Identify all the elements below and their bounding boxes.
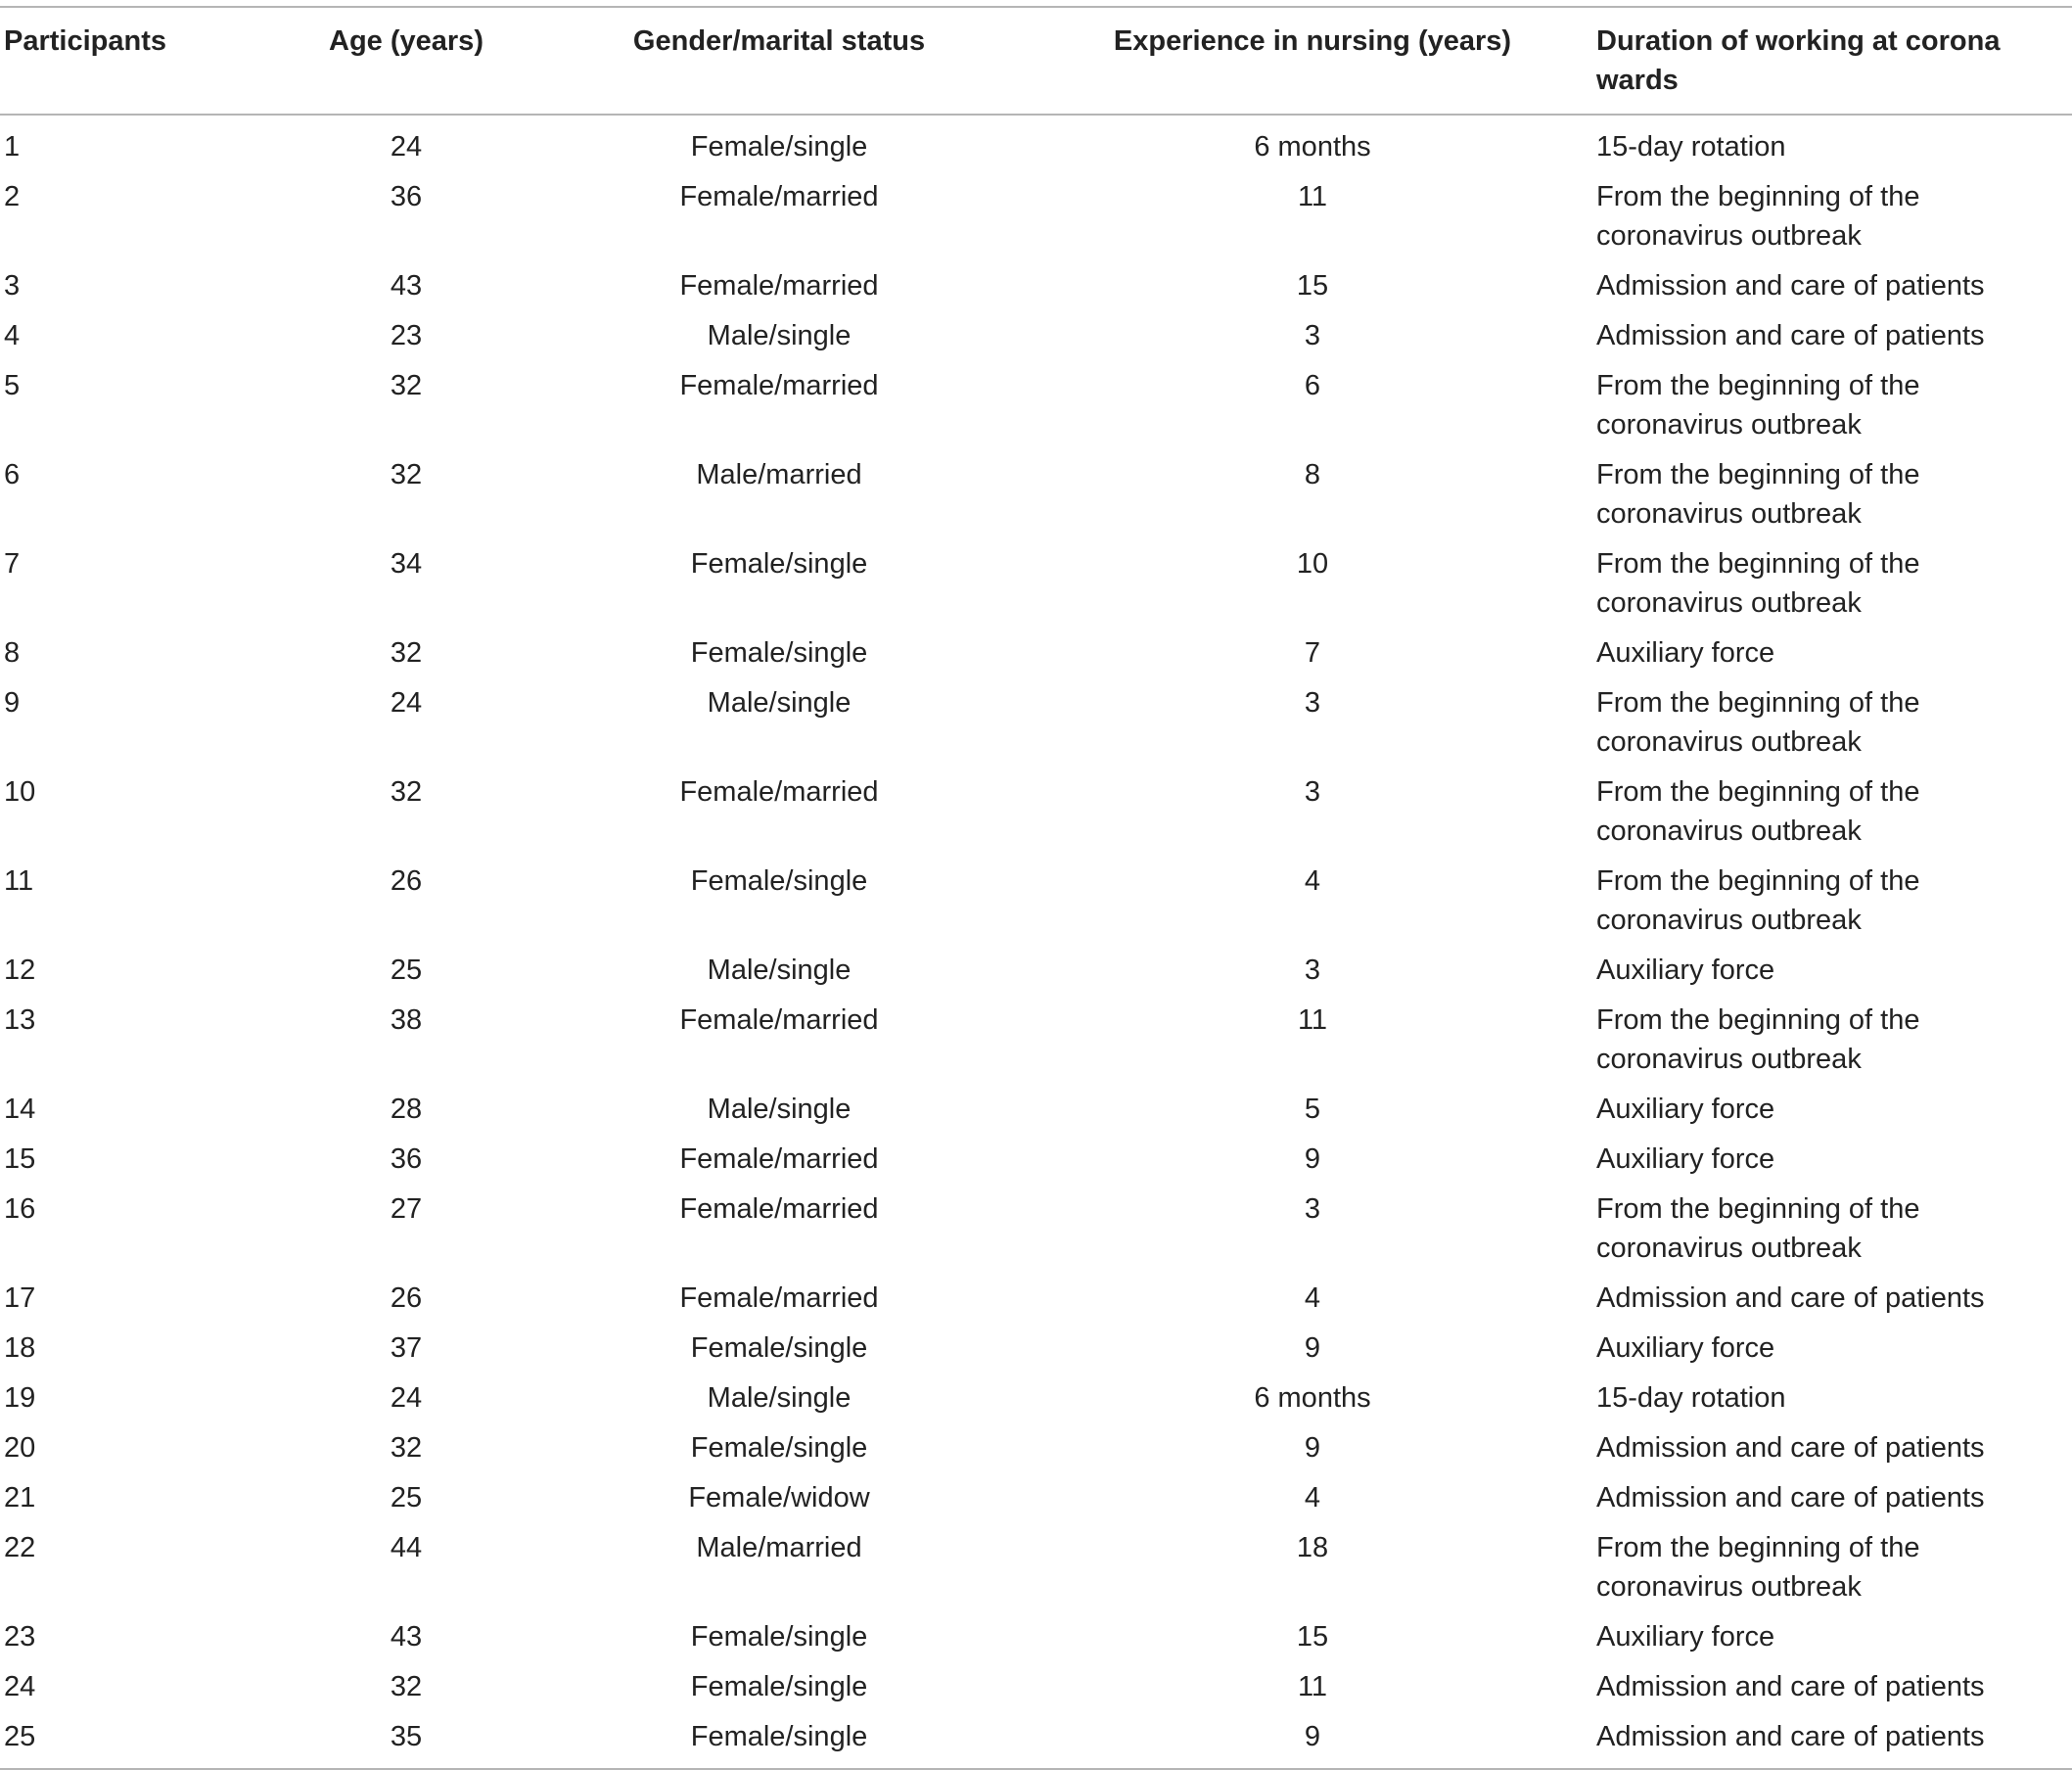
participant-cell: 1 bbox=[4, 131, 21, 163]
age-cell: 26 bbox=[390, 865, 423, 897]
participant-cell: 24 bbox=[4, 1671, 36, 1702]
table-row bbox=[0, 451, 2072, 540]
table-row bbox=[0, 1474, 2072, 1524]
experience-cell: 3 bbox=[1304, 776, 1321, 808]
gender-marital-cell: Female/married bbox=[679, 270, 879, 302]
age-cell: 28 bbox=[390, 1094, 423, 1125]
age-cell: 25 bbox=[390, 955, 423, 986]
duration-cell: From the beginning of the coronavirus outbreak bbox=[1596, 459, 1920, 530]
experience-cell: 15 bbox=[1296, 270, 1329, 302]
age-cell: 43 bbox=[390, 270, 423, 302]
age-cell: 35 bbox=[390, 1721, 423, 1752]
experience-cell: 3 bbox=[1304, 320, 1321, 351]
duration-cell: From the beginning of the coronavirus outbreak bbox=[1596, 776, 1920, 847]
duration-cell: Admission and care of patients bbox=[1596, 1282, 1985, 1314]
gender-marital-cell: Female/single bbox=[690, 637, 868, 669]
gender-marital-cell: Male/single bbox=[707, 1382, 852, 1414]
age-cell: 27 bbox=[390, 1193, 423, 1225]
experience-cell: 9 bbox=[1304, 1721, 1321, 1752]
experience-cell: 4 bbox=[1304, 1282, 1321, 1314]
duration-cell: 15-day rotation bbox=[1596, 131, 1786, 163]
duration-cell: Auxiliary force bbox=[1596, 637, 1775, 669]
table-row bbox=[0, 1424, 2072, 1474]
experience-cell: 11 bbox=[1297, 1671, 1328, 1702]
gender-marital-cell: Male/single bbox=[707, 1094, 852, 1125]
table-row bbox=[0, 769, 2072, 858]
gender-marital-cell: Female/married bbox=[679, 1143, 879, 1175]
gender-marital-cell: Male/married bbox=[696, 459, 862, 490]
age-cell: 43 bbox=[390, 1621, 423, 1653]
participant-cell: 6 bbox=[4, 459, 21, 490]
gender-marital-cell: Female/married bbox=[679, 1004, 879, 1036]
participant-cell: 19 bbox=[4, 1382, 36, 1414]
duration-cell: Admission and care of patients bbox=[1596, 1671, 1985, 1702]
table-row bbox=[0, 997, 2072, 1086]
experience-cell: 3 bbox=[1304, 687, 1321, 719]
header-experience: Experience in nursing (years) bbox=[1113, 25, 1512, 57]
gender-marital-cell: Female/married bbox=[679, 1282, 879, 1314]
duration-cell: From the beginning of the coronavirus outbreak bbox=[1596, 370, 1920, 441]
duration-cell: Auxiliary force bbox=[1596, 1094, 1775, 1125]
gender-marital-cell: Female/widow bbox=[688, 1482, 870, 1514]
experience-cell: 9 bbox=[1304, 1432, 1321, 1464]
table-row bbox=[0, 362, 2072, 451]
table-row bbox=[0, 1663, 2072, 1713]
duration-cell: From the beginning of the coronavirus outbreak bbox=[1596, 1004, 1920, 1075]
participant-cell: 9 bbox=[4, 687, 21, 719]
table-row bbox=[0, 1186, 2072, 1275]
gender-marital-cell: Female/single bbox=[690, 131, 868, 163]
table-row bbox=[0, 629, 2072, 679]
participant-cell: 20 bbox=[4, 1432, 36, 1464]
table-row bbox=[0, 115, 2072, 173]
participant-cell: 21 bbox=[4, 1482, 36, 1514]
header-age: Age (years) bbox=[329, 25, 483, 57]
age-cell: 36 bbox=[390, 181, 423, 212]
table-header bbox=[0, 7, 2072, 115]
duration-cell: Auxiliary force bbox=[1596, 1621, 1775, 1653]
experience-cell: 9 bbox=[1304, 1332, 1321, 1364]
participants-table bbox=[0, 6, 2072, 1770]
gender-marital-cell: Female/married bbox=[679, 370, 879, 401]
age-cell: 37 bbox=[390, 1332, 423, 1364]
experience-cell: 3 bbox=[1304, 1193, 1321, 1225]
participant-cell: 18 bbox=[4, 1332, 36, 1364]
duration-cell: Admission and care of patients bbox=[1596, 320, 1985, 351]
participant-cell: 5 bbox=[4, 370, 21, 401]
duration-cell: Admission and care of patients bbox=[1596, 1482, 1985, 1514]
participant-cell: 8 bbox=[4, 637, 21, 669]
age-cell: 24 bbox=[390, 131, 423, 163]
participant-cell: 23 bbox=[4, 1621, 36, 1653]
gender-marital-cell: Female/single bbox=[690, 1671, 868, 1702]
participant-cell: 10 bbox=[4, 776, 36, 808]
age-cell: 24 bbox=[390, 687, 423, 719]
age-cell: 32 bbox=[390, 459, 423, 490]
table-row bbox=[0, 262, 2072, 312]
experience-cell: 4 bbox=[1304, 865, 1321, 897]
age-cell: 32 bbox=[390, 1432, 423, 1464]
participant-cell: 12 bbox=[4, 955, 36, 986]
header-participants: Participants bbox=[4, 25, 166, 57]
experience-cell: 11 bbox=[1297, 1004, 1328, 1036]
table-row bbox=[0, 858, 2072, 947]
table-row bbox=[0, 1613, 2072, 1663]
table-row bbox=[0, 540, 2072, 629]
age-cell: 32 bbox=[390, 1671, 423, 1702]
age-cell: 32 bbox=[390, 637, 423, 669]
duration-cell: Admission and care of patients bbox=[1596, 1432, 1985, 1464]
duration-cell: From the beginning of the coronavirus outbreak bbox=[1596, 865, 1920, 936]
participant-cell: 16 bbox=[4, 1193, 36, 1225]
gender-marital-cell: Female/single bbox=[690, 1332, 868, 1364]
participant-cell: 25 bbox=[4, 1721, 36, 1752]
age-cell: 26 bbox=[390, 1282, 423, 1314]
participant-cell: 4 bbox=[4, 320, 21, 351]
duration-cell: Admission and care of patients bbox=[1596, 1721, 1985, 1752]
age-cell: 44 bbox=[390, 1532, 423, 1563]
experience-cell: 15 bbox=[1296, 1621, 1329, 1653]
table-row bbox=[0, 1524, 2072, 1613]
age-cell: 25 bbox=[390, 1482, 423, 1514]
age-cell: 32 bbox=[390, 370, 423, 401]
gender-marital-cell: Female/married bbox=[679, 181, 879, 212]
experience-cell: 4 bbox=[1304, 1482, 1321, 1514]
duration-cell: Auxiliary force bbox=[1596, 1332, 1775, 1364]
age-cell: 34 bbox=[390, 548, 423, 580]
table-row bbox=[0, 1374, 2072, 1424]
header-gender-marital-status: Gender/marital status bbox=[632, 25, 926, 57]
participant-cell: 22 bbox=[4, 1532, 36, 1563]
experience-cell: 7 bbox=[1304, 637, 1321, 669]
duration-cell: Auxiliary force bbox=[1596, 955, 1775, 986]
duration-cell: From the beginning of the coronavirus outbreak bbox=[1596, 1532, 1920, 1603]
gender-marital-cell: Male/single bbox=[707, 955, 852, 986]
duration-cell: 15-day rotation bbox=[1596, 1382, 1786, 1414]
gender-marital-cell: Female/married bbox=[679, 776, 879, 808]
gender-marital-cell: Male/single bbox=[707, 687, 852, 719]
participant-cell: 7 bbox=[4, 548, 21, 580]
table-row bbox=[0, 312, 2072, 362]
participant-cell: 17 bbox=[4, 1282, 36, 1314]
participant-cell: 11 bbox=[4, 865, 34, 897]
experience-cell: 6 months bbox=[1254, 131, 1371, 163]
table-row bbox=[0, 1325, 2072, 1374]
table-row bbox=[0, 679, 2072, 769]
age-cell: 23 bbox=[390, 320, 423, 351]
participant-cell: 14 bbox=[4, 1094, 36, 1125]
age-cell: 32 bbox=[390, 776, 423, 808]
header-row bbox=[0, 7, 2072, 115]
experience-cell: 5 bbox=[1304, 1094, 1321, 1125]
gender-marital-cell: Female/married bbox=[679, 1193, 879, 1225]
experience-cell: 18 bbox=[1296, 1532, 1329, 1563]
duration-cell: Admission and care of patients bbox=[1596, 270, 1985, 302]
participant-cell: 2 bbox=[4, 181, 21, 212]
gender-marital-cell: Male/single bbox=[707, 320, 852, 351]
age-cell: 38 bbox=[390, 1004, 423, 1036]
gender-marital-cell: Female/single bbox=[690, 1432, 868, 1464]
experience-cell: 6 bbox=[1304, 370, 1321, 401]
experience-cell: 3 bbox=[1304, 955, 1321, 986]
experience-cell: 9 bbox=[1304, 1143, 1321, 1175]
participant-cell: 3 bbox=[4, 270, 21, 302]
age-cell: 24 bbox=[390, 1382, 423, 1414]
gender-marital-cell: Female/single bbox=[690, 1721, 868, 1752]
table-body bbox=[0, 115, 2072, 1769]
experience-cell: 10 bbox=[1296, 548, 1329, 580]
gender-marital-cell: Male/married bbox=[696, 1532, 862, 1563]
table-row bbox=[0, 1275, 2072, 1325]
experience-cell: 6 months bbox=[1254, 1382, 1371, 1414]
duration-cell: From the beginning of the coronavirus outbreak bbox=[1596, 181, 1920, 252]
table-row bbox=[0, 1086, 2072, 1136]
participant-cell: 15 bbox=[4, 1143, 36, 1175]
table-row bbox=[0, 947, 2072, 997]
table-row bbox=[0, 1136, 2072, 1186]
gender-marital-cell: Female/single bbox=[690, 865, 868, 897]
experience-cell: 11 bbox=[1297, 181, 1328, 212]
duration-cell: From the beginning of the coronavirus outbreak bbox=[1596, 687, 1920, 758]
experience-cell: 8 bbox=[1304, 459, 1321, 490]
table-row bbox=[0, 173, 2072, 262]
age-cell: 36 bbox=[390, 1143, 423, 1175]
participants-table-container bbox=[0, 6, 2072, 1770]
table-row bbox=[0, 1713, 2072, 1769]
participant-cell: 13 bbox=[4, 1004, 36, 1036]
duration-cell: Auxiliary force bbox=[1596, 1143, 1775, 1175]
duration-cell: From the beginning of the coronavirus outbreak bbox=[1596, 548, 1920, 619]
header-duration: Duration of working at corona wards bbox=[1596, 25, 2001, 96]
gender-marital-cell: Female/single bbox=[690, 548, 868, 580]
duration-cell: From the beginning of the coronavirus outbreak bbox=[1596, 1193, 1920, 1264]
gender-marital-cell: Female/single bbox=[690, 1621, 868, 1653]
